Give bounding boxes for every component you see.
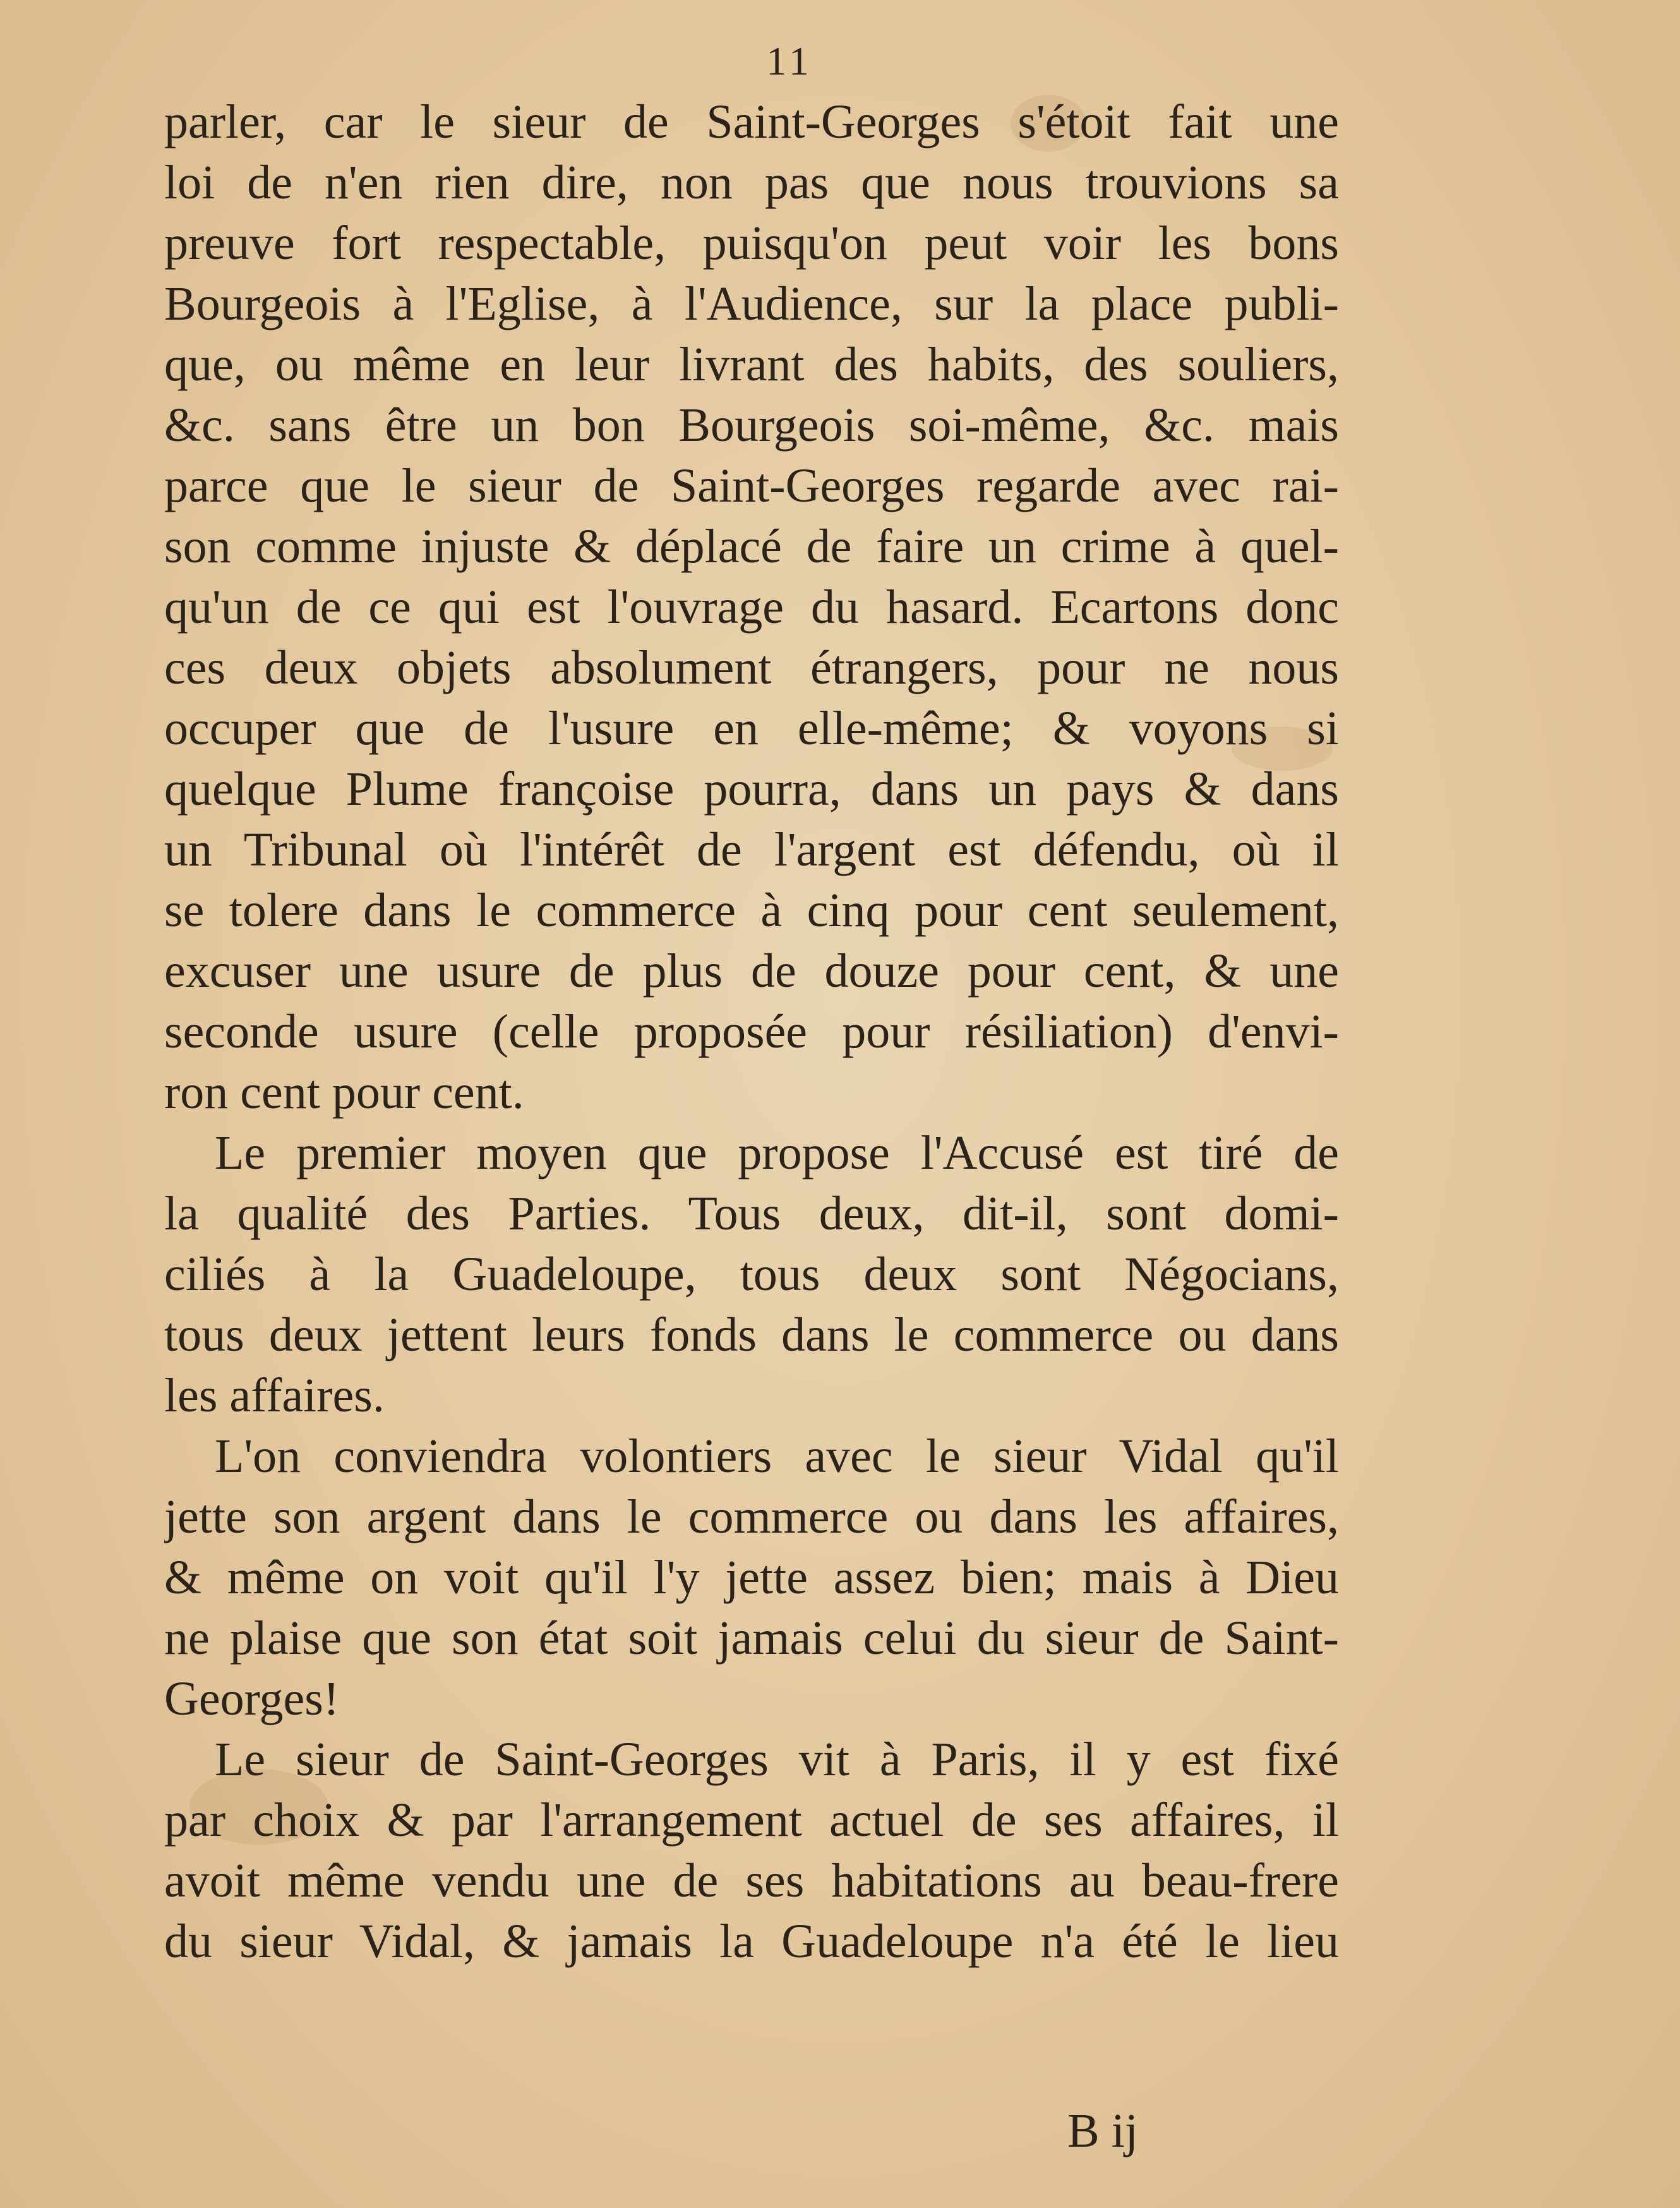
text-line: les affaires. (164, 1369, 385, 1422)
text-line: ciliés à la Guadeloupe, tous deux sont Négocians, (164, 1248, 1339, 1301)
signature-mark: B ij (1067, 2104, 1138, 2157)
text-line: la qualité des Parties. Tous deux, dit-il, sont domi- (164, 1187, 1339, 1240)
text-line: se tolere dans le commerce à cinq pour cent seulement, (164, 884, 1339, 937)
text-line: ces deux objets absolument étrangers, pour ne nous (164, 641, 1339, 694)
text-line: ne plaise que son état soit jamais celui du sieur de Saint- (164, 1612, 1339, 1665)
page-number: 11 (766, 39, 813, 83)
paragraph (164, 92, 1339, 1123)
text-line: Bourgeois à l'Eglise, à l'Audience, sur la place publi- (164, 277, 1339, 330)
text-line: ron cent pour cent. (164, 1066, 524, 1119)
text-line: & même on voit qu'il l'y jette assez bien; mais à Dieu (164, 1551, 1339, 1604)
text-line: loi de n'en rien dire, non pas que nous trouvions sa (164, 156, 1339, 209)
text-line: Le sieur de Saint-Georges vit à Paris, il y est fixé (215, 1733, 1339, 1786)
paragraph (164, 1123, 1339, 1426)
text-line: Le premier moyen que propose l'Accusé est tiré de (215, 1126, 1339, 1179)
text-line: du sieur Vidal, & jamais la Guadeloupe n'a été le lieu (164, 1915, 1339, 1968)
text-line: occuper que de l'usure en elle-même; & voyons si (164, 702, 1339, 755)
text-line: parce que le sieur de Saint-Georges regarde avec rai- (164, 459, 1339, 512)
paragraph (164, 1426, 1339, 1729)
text-line: par choix & par l'arrangement actuel de ses affaires, il (164, 1794, 1339, 1847)
text-line: son comme injuste & déplacé de faire un crime à quel- (164, 520, 1339, 573)
text-line: que, ou même en leur livrant des habits, des souliers, (164, 338, 1339, 391)
paragraph (164, 1729, 1339, 1972)
text-line: Georges! (164, 1672, 340, 1725)
text-line: preuve fort respectable, puisqu'on peut voir les bons (164, 217, 1339, 270)
text-line: quelque Plume françoise pourra, dans un pays & dans (164, 763, 1339, 816)
text-line: jette son argent dans le commerce ou dans les affaires, (164, 1490, 1339, 1543)
text-line: L'on conviendra volontiers avec le sieur Vidal qu'il (215, 1430, 1339, 1483)
text-line: parler, car le sieur de Saint-Georges s'étoit fait une (164, 95, 1339, 148)
text-line: excuser une usure de plus de douze pour cent, & une (164, 944, 1339, 998)
text-line: un Tribunal où l'intérêt de l'argent est défendu, où il (164, 823, 1339, 876)
text-line: seconde usure (celle proposée pour résiliation) d'envi- (164, 1005, 1339, 1058)
text-line: qu'un de ce qui est l'ouvrage du hasard. Ecartons donc (164, 581, 1339, 634)
body-text (164, 92, 1339, 1972)
text-line: &c. sans être un bon Bourgeois soi-même, &c. mais (164, 399, 1339, 452)
text-line: avoit même vendu une de ses habitations au beau-frere (164, 1854, 1339, 1907)
text-line: tous deux jettent leurs fonds dans le commerce ou dans (164, 1308, 1339, 1361)
